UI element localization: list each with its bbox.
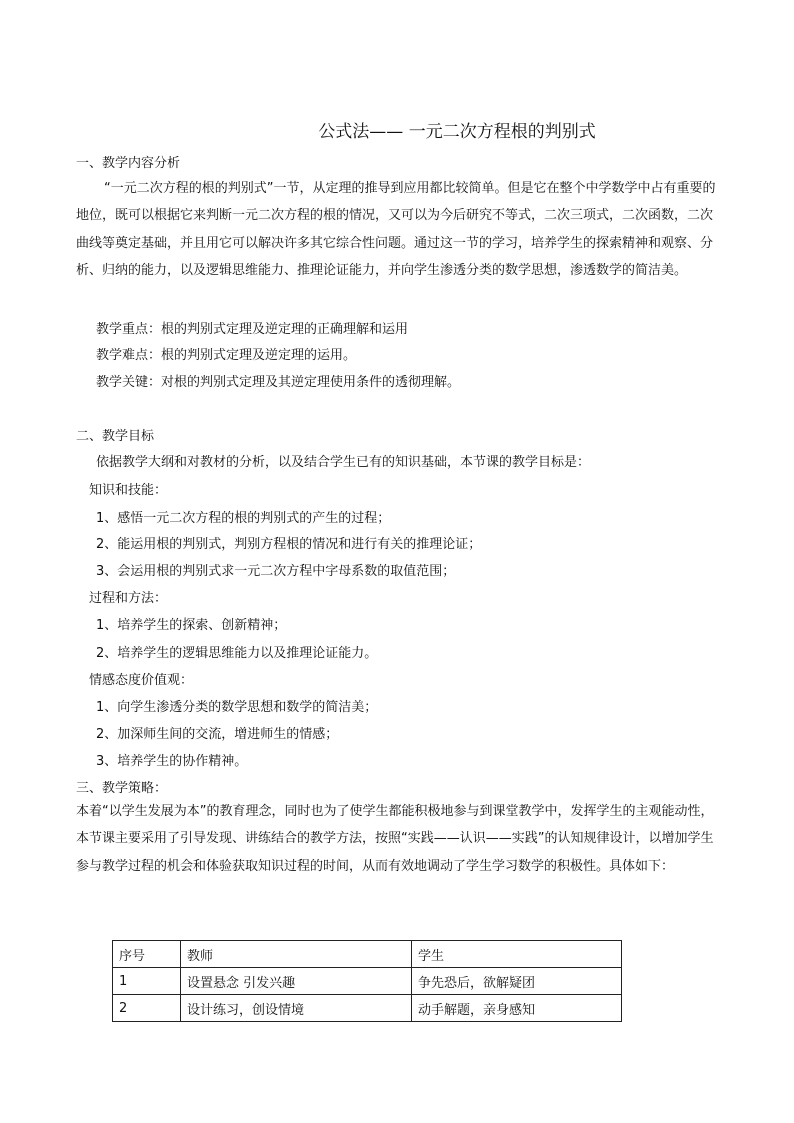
list-item: 1、培养学生的探索、创新精神； [96,618,287,633]
list-item: 3、会运用根的判别式求一元二次方程中字母系数的取值范围； [96,564,456,579]
table-row [113,968,622,995]
list-item: 1、向学生渗透分类的数学思想和数学的简洁美； [96,700,378,715]
list-item: 1、感悟一元二次方程的根的判别式的产生的过程； [96,511,391,526]
table-header-row [113,941,622,968]
list-item: 2、加深师生间的交流，增进师生的情感； [96,727,339,742]
page-title: 公式法—— 一元二次方程根的判别式 [318,122,596,142]
knowledge-label: 知识和技能： [89,483,168,498]
section3-heading: 三、教学策略： [76,781,168,796]
table-cell: 设计练习，创设情境 [181,995,412,1022]
list-item: 3、培养学生的协作精神。 [96,754,248,769]
table-cell: 设置悬念 引发兴趣 [181,968,412,995]
list-item: 2、培养学生的逻辑思维能力以及推理论证能力。 [96,646,378,661]
header-cell: 学生 [412,941,622,968]
section2-heading: 二、教学目标 [76,429,155,444]
section3-paragraph: 本着“以学生发展为本”的教育理念，同时也为了使学生都能积极地参与到课堂教学中，发挥学生的主观能动性，本节课主要采用了引导发现、讲练结合的教学方法，按照“实践——认识——实践”的认知规律设计，以增加学生参与教学过程的机会和体验获取知识过程的时间，从而有效地调动了学生学习数学的积极性。具体如下： [76,804,714,874]
table-cell: 1 [113,968,181,995]
teaching-difficulty: 教学难点：根的判别式定理及逆定理的运用。 [96,348,357,363]
header-cell: 序号 [113,941,181,968]
list-item: 2、能运用根的判别式，判别方程根的情况和进行有关的推理论证； [96,537,482,552]
table-row [113,995,622,1022]
teaching-key: 教学关键：对根的判别式定理及其逆定理使用条件的透彻理解。 [96,375,461,390]
strategy-table [112,940,622,1022]
section1-heading: 一、教学内容分析 [76,156,181,171]
header-cell: 教师 [181,941,412,968]
section2-intro: 依据教学大纲和对教材的分析，以及结合学生已有的知识基础，本节课的教学目标是： [96,455,591,470]
section1-paragraph: “一元二次方程的根的判别式”一节，从定理的推导到应用都比较简单。但是它在整个中学数学中占有重要的地位，既可以根据它来判断一元二次方程的根的情况，又可以为今后研究不等式，二次三项式，二次函数，二次曲线等奠定基础，并且用它可以解决许多其它综合性问题。通过这一节的学习，培养学生的探索精神和观察、分析、归纳的能力，以及逻辑思维能力、推理论证能力，并向学生渗透分类的数学思想，渗透数学的简洁美。 [76,181,716,278]
table-cell: 争先恐后，欲解疑团 [412,968,622,995]
process-label: 过程和方法： [89,591,168,606]
table-cell: 2 [113,995,181,1022]
teaching-focus: 教学重点：根的判别式定理及逆定理的正确理解和运用 [96,322,409,337]
table-cell: 动手解题，亲身感知 [412,995,622,1022]
emotion-label: 情感态度价值观： [89,673,194,688]
